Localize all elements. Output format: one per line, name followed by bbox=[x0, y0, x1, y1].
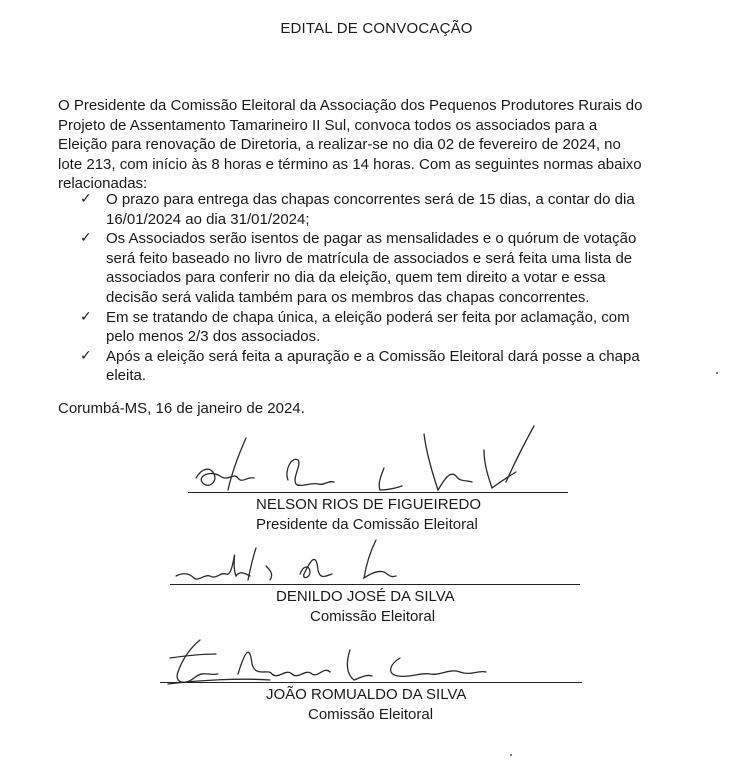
signer-role: Comissão Eleitoral bbox=[310, 608, 436, 625]
scan-speck bbox=[716, 372, 718, 374]
intro-line: lote 213, com início às 8 horas e término as 14 horas. Com as seguintes normas abaixo bbox=[58, 155, 642, 173]
check-mark-icon: ✓ bbox=[80, 308, 92, 325]
intro-line: Projeto de Assentamento Tamarineiro II Sul, convoca todos os associados para a bbox=[58, 116, 598, 134]
rule-line: Após a eleição será feita a apuração e a Comissão Eleitoral dará posse a chapa bbox=[106, 347, 640, 365]
rule-line: decisão será valida também para os membros das chapas concorrentes. bbox=[106, 288, 590, 306]
signer-role: Comissão Eleitoral bbox=[308, 706, 434, 723]
intro-line: Eleição para renovação de Diretoria, a realizar-se no dia 02 de fevereiro de 2024, no bbox=[58, 136, 621, 154]
document-title: EDITAL DE CONVOCAÇÃO bbox=[280, 20, 473, 37]
rule-item bbox=[80, 229, 700, 307]
signer-name: DENILDO JOSÉ DA SILVA bbox=[276, 588, 455, 605]
rule-line: eleita. bbox=[106, 367, 147, 385]
signature-line bbox=[188, 492, 568, 493]
rule-line: pelo menos 2/3 dos associados. bbox=[106, 328, 321, 346]
intro-line: relacionadas: bbox=[58, 175, 148, 193]
rule-line: associados para conferir no dia da eleição, quem tem direito a votar e essa bbox=[106, 269, 606, 287]
scan-speck bbox=[510, 754, 512, 756]
rule-line: 16/01/2024 ao dia 31/01/2024; bbox=[106, 210, 310, 228]
intro-paragraph bbox=[58, 96, 700, 194]
intro-line: O Presidente da Comissão Eleitoral da Associação dos Pequenos Produtores Rurais do bbox=[58, 97, 643, 114]
signer-name: NELSON RIOS DE FIGUEIREDO bbox=[256, 496, 482, 513]
signer-role: Presidente da Comissão Eleitoral bbox=[256, 516, 478, 533]
rule-line: O prazo para entrega das chapas concorrentes será de 15 dias, a contar do dia bbox=[106, 191, 635, 208]
rule-item bbox=[80, 347, 700, 386]
rule-line: Os Associados serão isentos de pagar as mensalidades e o quórum de votação bbox=[106, 230, 637, 248]
rule-line: será feito baseado no livro de matrícula de associados e será feita uma lista de bbox=[106, 249, 633, 267]
check-mark-icon: ✓ bbox=[80, 230, 92, 247]
signature-line bbox=[160, 682, 582, 683]
rule-item bbox=[80, 190, 700, 229]
check-mark-icon: ✓ bbox=[80, 347, 92, 364]
signature-scribble-2 bbox=[170, 530, 410, 590]
rule-line: Em se tratando de chapa única, a eleição poderá ser feita por aclamação, com bbox=[106, 308, 630, 326]
rules-list bbox=[80, 190, 700, 386]
place-and-date: Corumbá-MS, 16 de janeiro de 2024. bbox=[58, 400, 305, 417]
rule-item bbox=[80, 308, 700, 347]
check-mark-icon: ✓ bbox=[80, 191, 92, 207]
signature-scribble-1 bbox=[188, 420, 568, 500]
signature-line bbox=[170, 584, 580, 585]
signer-name: JOÃO ROMUALDO DA SILVA bbox=[266, 686, 467, 703]
